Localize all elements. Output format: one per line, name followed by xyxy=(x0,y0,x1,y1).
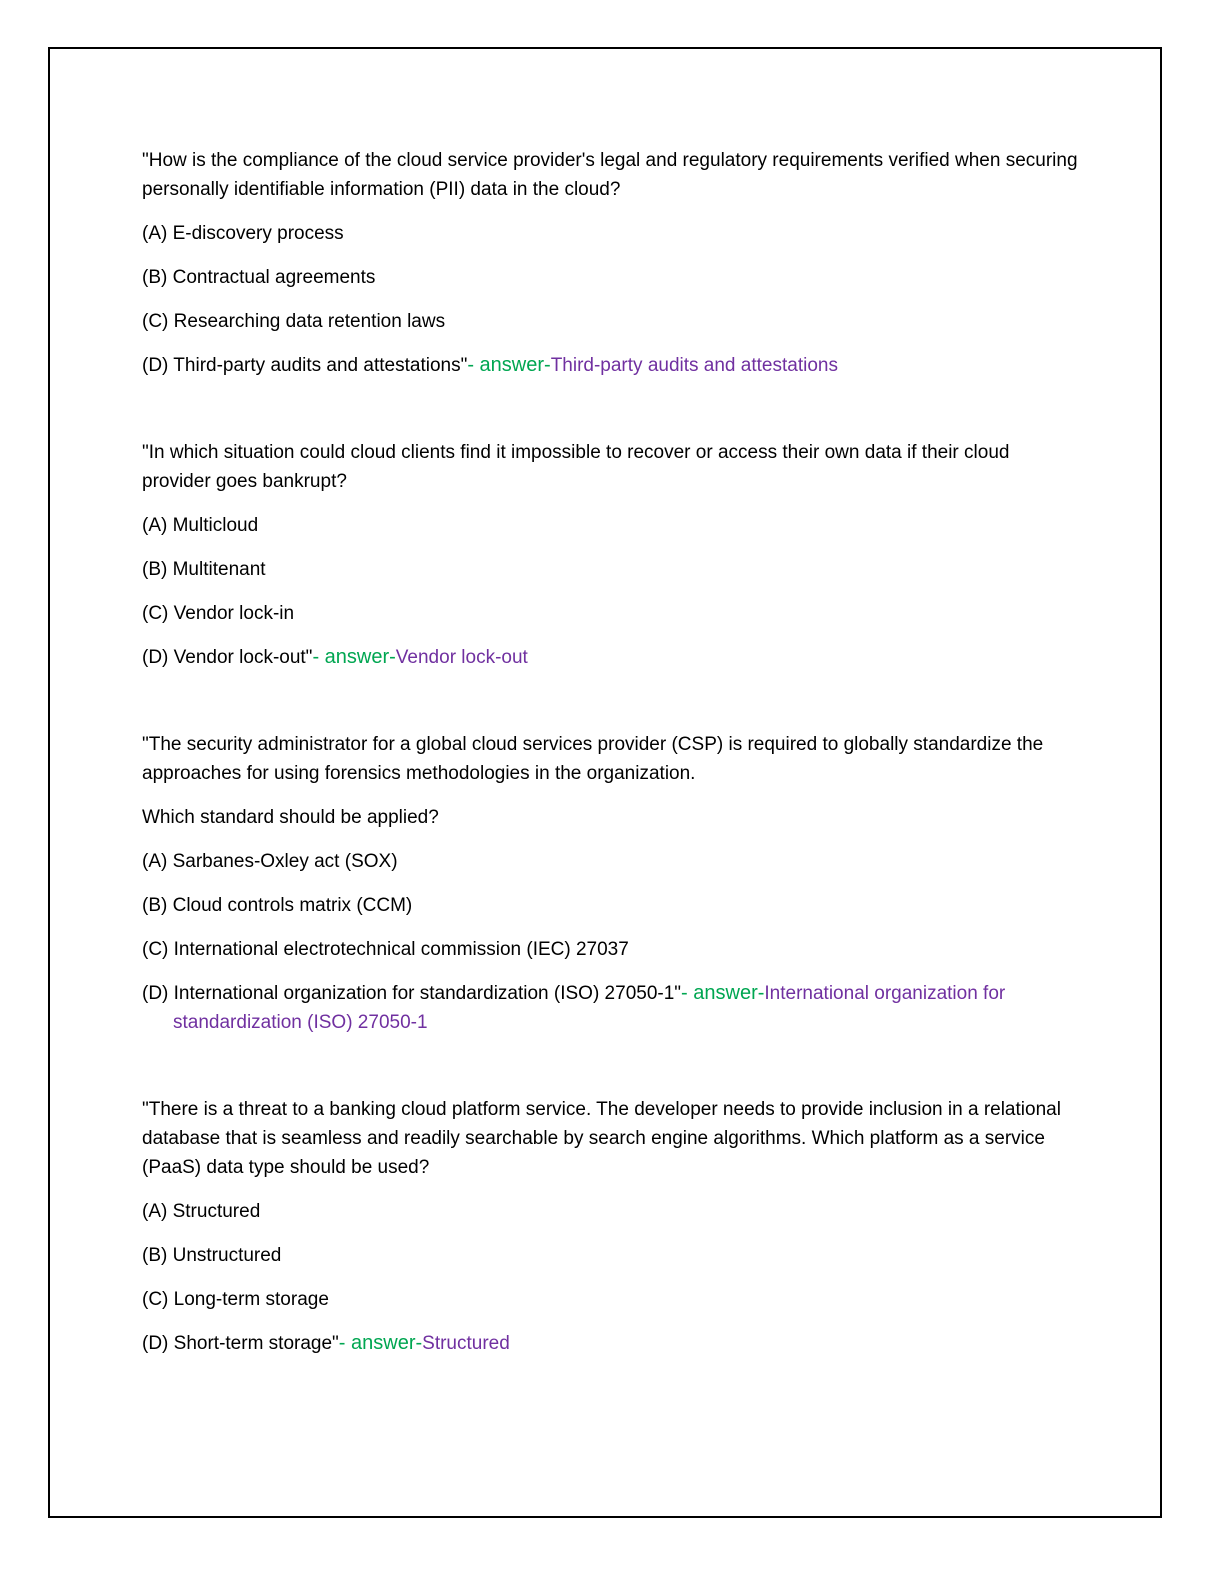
option-a: (A) Sarbanes-Oxley act (SOX) xyxy=(142,851,398,872)
option-d xyxy=(142,979,1082,1037)
option-d-text: (D) Third-party audits and attestations" xyxy=(142,355,468,376)
answer-text: Structured xyxy=(422,1333,510,1354)
option-c: (C) Vendor lock-in xyxy=(142,603,295,624)
option-d xyxy=(142,643,1082,672)
option-d-text: (D) Vendor lock-out" xyxy=(142,647,313,668)
answer-text: Third-party audits and attestations xyxy=(550,355,838,376)
answer-text: International organization for standardization (ISO) 27050-1 xyxy=(173,983,1006,1033)
question-text: "In which situation could cloud clients find it impossible to recover or access their own data if their cloud provider goes bankrupt? xyxy=(142,442,1010,492)
option-c: (C) International electrotechnical commission (IEC) 27037 xyxy=(142,939,629,960)
option-a: (A) Multicloud xyxy=(142,515,259,536)
question-block-4 xyxy=(142,1095,1082,1358)
answer-prefix: - answer- xyxy=(467,354,551,376)
option-b: (B) Multitenant xyxy=(142,559,266,580)
option-b: (B) Unstructured xyxy=(142,1245,282,1266)
question-text: "There is a threat to a banking cloud platform service. The developer needs to provide inclusion in a relational database that is seamless and readily searchable by search engine algorithms. Which platform as a service (PaaS) data type should be used? xyxy=(142,1099,1061,1178)
option-d xyxy=(142,1329,1082,1358)
option-b: (B) Cloud controls matrix (CCM) xyxy=(142,895,413,916)
question-block-1 xyxy=(142,146,1082,380)
answer-prefix: - answer- xyxy=(312,646,396,668)
option-b: (B) Contractual agreements xyxy=(142,267,376,288)
question-block-2 xyxy=(142,438,1082,672)
question-text-continued: Which standard should be applied? xyxy=(142,807,439,828)
option-d-text: (D) International organization for standardization (ISO) 27050-1" xyxy=(142,983,682,1004)
answer-prefix: - answer- xyxy=(338,1332,423,1354)
question-text: "The security administrator for a global cloud services provider (CSP) is required to globally standardize the approaches for using forensics methodologies in the organization. xyxy=(142,734,1044,784)
document-body xyxy=(142,146,1082,1416)
option-d xyxy=(142,351,1082,380)
option-a: (A) E-discovery process xyxy=(142,223,344,244)
question-text: "How is the compliance of the cloud service provider's legal and regulatory requirements verified when securing personally identifiable information (PII) data in the cloud? xyxy=(142,150,1078,200)
option-a: (A) Structured xyxy=(142,1201,261,1222)
option-d-text: (D) Short-term storage" xyxy=(142,1333,339,1354)
question-block-3 xyxy=(142,730,1082,1037)
answer-prefix: - answer- xyxy=(681,982,765,1004)
answer-text: Vendor lock-out xyxy=(395,647,528,668)
option-c: (C) Long-term storage xyxy=(142,1289,329,1310)
option-c: (C) Researching data retention laws xyxy=(142,311,446,332)
